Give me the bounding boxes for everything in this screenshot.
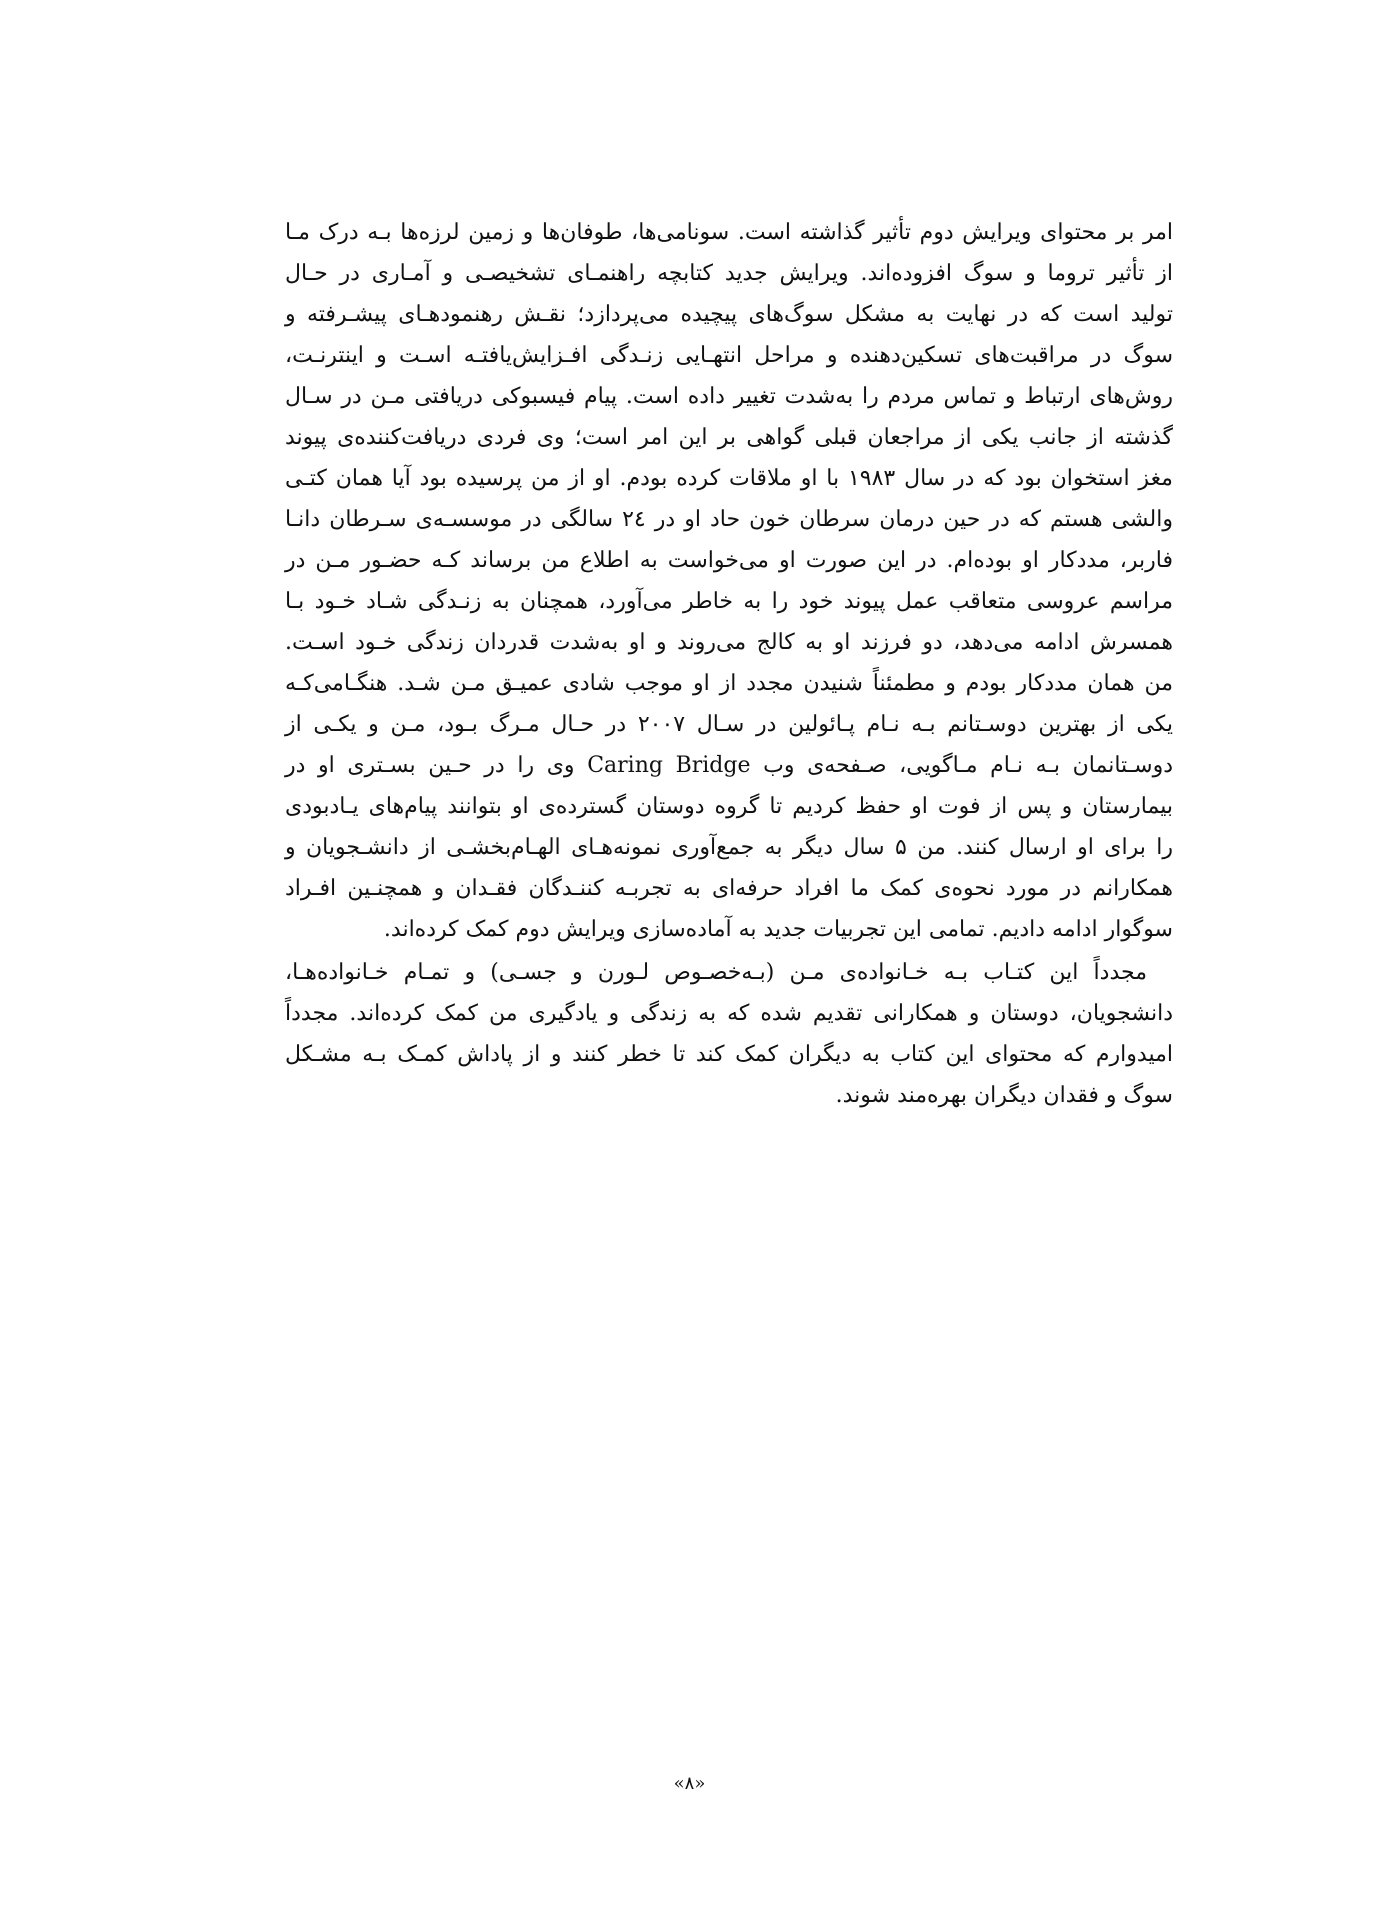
paragraph-line: همکارانم در مورد نحوه‌ی کمک ما افراد حرفه‌ای به تجربـه کننـدگان فقـدان و همچنـین افـراد bbox=[285, 876, 1173, 901]
paragraph-line: سوگ در مراقبت‌های تسکین‌دهنده و مراحل انتهـایی زنـدگی افـزایش‌یافتـه اسـت و اینترنـت، bbox=[285, 343, 1174, 368]
paragraph-line: من همان مددکار بودم و مطمئناً شنیدن مجدد از او موجب شادی عمیـق مـن شـد. هنگـامی‌کـه bbox=[285, 671, 1173, 696]
paragraph-line: بیمارستان و پس از فوت او حفظ کردیم تا گروه دوستان گسترده‌ی او بتوانند پیام‌های یـادبودی bbox=[285, 794, 1173, 819]
paragraph-line: تولید است که در نهایت به مشکل سوگ‌های پیچیده می‌پردازد؛ نقـش رهنمودهـای پیشـرفته و bbox=[285, 302, 1173, 327]
paragraph-line: امر بر محتوای ویرایش دوم تأثیر گذاشته است. سونامی‌ها، طوفان‌ها و زمین لرزه‌ها بـه درک مـا bbox=[285, 220, 1173, 245]
paragraph-line: دوسـتانمان بـه نـام مـاگویی، صـفحه‌ی وب Caring Bridge وی را در حـین بسـتری او در bbox=[285, 753, 1173, 778]
page-number: «۸» bbox=[673, 1773, 706, 1794]
paragraph-line: سوگ و فقدان دیگران بهره‌مند شوند. bbox=[835, 1083, 1173, 1108]
paragraph-line: والشی هستم که در حین درمان سرطان خون حاد او در ٢٤ سالگی در موسسـه‌ی سـرطان دانـا bbox=[285, 507, 1173, 532]
paragraph-line: روش‌های ارتباط و تماس مردم را به‌شدت تغییر داده است. پیام فیسبوکی دریافتی مـن در سـال bbox=[285, 384, 1173, 409]
paragraph-line: فاربر، مددکار او بوده‌ام. در این صورت او می‌خواست به اطلاع من برساند کـه حضـور مـن در bbox=[285, 548, 1173, 573]
paragraph-1 bbox=[285, 212, 1173, 950]
paragraph-line: گذشته از جانب یکی از مراجعان قبلی گواهی بر این امر است؛ وی فردی دریافت‌کننده‌ی پیوند bbox=[285, 425, 1173, 450]
paragraph-line: امیدوارم که محتوای این کتاب به دیگران کمک کند تا خطر کنند و از پاداش کمـک بـه مشـکل bbox=[285, 1042, 1174, 1067]
body-text bbox=[285, 212, 1173, 1116]
paragraph-line: یکی از بهترین دوسـتانم بـه نـام پـائولین در سـال ۲۰۰۷ در حـال مـرگ بـود، مـن و یکـی از bbox=[285, 712, 1173, 737]
paragraph-line: دانشجویان، دوستان و همکارانی تقدیم شده که به زندگی و یادگیری من کمک کرده‌اند. مجدداً bbox=[285, 1001, 1173, 1026]
paragraph-line: مغز استخوان بود که در سال ۱۹۸۳ با او ملاقات کرده بودم. او از من پرسیده بود آیا همان کتـی bbox=[285, 466, 1173, 491]
paragraph-line: مراسم عروسی متعاقب عمل پیوند خود را به خاطر می‌آورد، همچنان به زنـدگی شـاد خـود بـا bbox=[285, 589, 1173, 614]
paragraph-line: همسرش ادامه می‌دهد، دو فرزند او به کالج می‌روند و او به‌شدت قدردان زندگی خـود اسـت. bbox=[285, 630, 1173, 655]
paragraph-line: مجدداً این کتـاب بـه خـانواده‌ی مـن (بـه‌خصـوص لـورن و جسـی) و تمـام خـانواده‌هـا، bbox=[285, 960, 1147, 985]
paragraph-line: را برای او ارسال کنند. من ۵ سال دیگر به جمع‌آوری نمونه‌هـای الهـام‌بخشـی از دانشـجویان و bbox=[285, 835, 1173, 860]
paragraph-2 bbox=[285, 952, 1173, 1116]
paragraph-line: از تأثیر تروما و سوگ افزوده‌اند. ویرایش جدید کتابچه راهنمـای تشخیصـی و آمـاری در حـال bbox=[285, 261, 1173, 286]
paragraph-line: سوگوار ادامه دادیم. تمامی این تجربیات جدید به آماده‌سازی ویرایش دوم کمک کرده‌اند. bbox=[383, 917, 1173, 942]
